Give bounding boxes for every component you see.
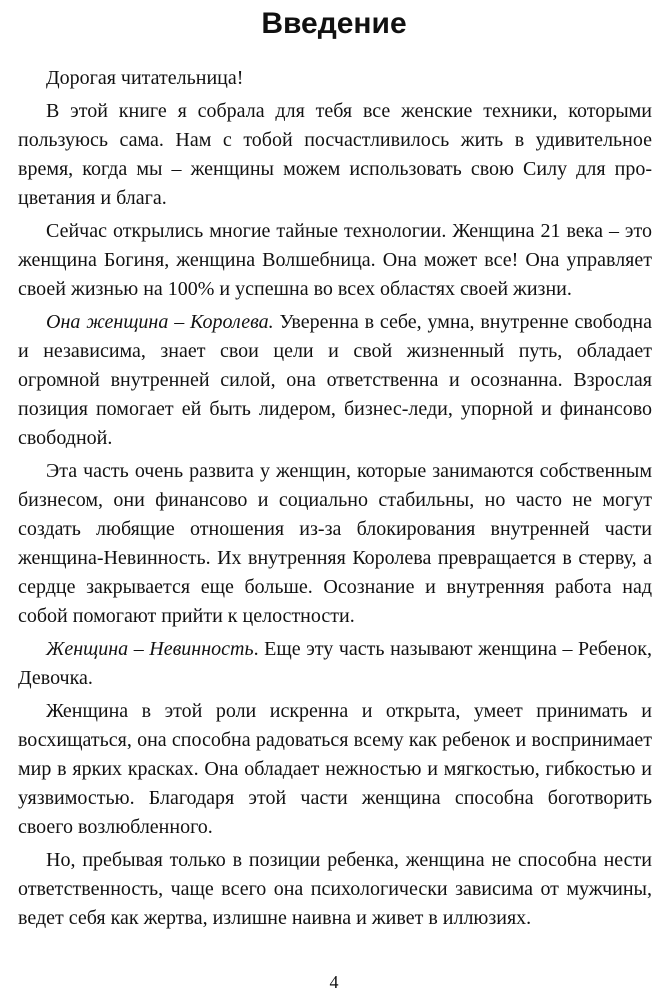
paragraph-text: Эта часть очень развита у женщин, которые занимаются собственным бизнесом, они финансово и социально стабильны, но часто не могут создать любящие отношения из-за блокирования внутренней части женщина-Невинность. Их внутренняя Королева превращается в стерву, а сердце закрывается еще больше. Осознание и внутренняя работа над собой помогают прийти к целостности.	[18, 460, 652, 627]
page-number: 4	[329, 972, 339, 992]
paragraph-text: Женщина в этой роли искренна и открыта, умеет принимать и восхищаться, она способна радоваться всему как ребенок и воспринимает мир в ярких красках. Она обладает нежностью и мягкостью, гибкостью и уязвимостью. Благодаря этой части женщина способна боготворить своего возлюбленного.	[18, 700, 652, 838]
paragraph-text: . Еще эту часть называют женщина – Ребенок, Девочка.	[18, 638, 652, 689]
paragraph-lead-italic: Она женщина – Королева.	[46, 311, 274, 333]
body-text	[18, 64, 652, 937]
paragraph-secret-technologies	[18, 217, 652, 304]
paragraph-intro	[18, 97, 652, 213]
paragraph-text: Но, пребывая только в позиции ребенка, женщина не способна нести ответственность, чаще всего она психологически зависима от мужчины, ведет себя как жертва, излишне наивна и живет в иллюзиях.	[18, 849, 652, 929]
paragraph-text: Сейчас открылись многие тайные технологии. Женщина 21 века – это женщина Богиня, женщина Волшебница. Она может все! Она управляет своей жизнью на 100% и успешна во всех областях своей жизни.	[18, 220, 652, 300]
paragraph-lead-italic: Женщина – Невинность	[46, 638, 254, 660]
paragraph-child-position	[18, 846, 652, 933]
paragraph-text: В этой книге я собрала для тебя все женские техники, которыми пользуюсь сама. Нам с тобой посчастливилось жить в удивительное время, когда мы – женщины можем использовать свою Силу для процветания и блага.	[18, 100, 652, 209]
paragraph-role	[18, 697, 652, 842]
paragraph-business	[18, 457, 652, 631]
greeting-paragraph: Дорогая читательница!	[46, 67, 244, 89]
page-title: Введение	[261, 7, 407, 40]
paragraph-queen	[18, 308, 652, 453]
paragraph-innocence	[18, 635, 652, 693]
paragraph-text: Уверенна в себе, умна, внутренне свободна и независима, знает свои цели и свой жизненный путь, обладает огромной внутренней силой, она ответственна и осознанна. Взрослая позиция помогает ей быть лидером, бизнес-леди, упорной и финансово свободной.	[18, 311, 652, 449]
